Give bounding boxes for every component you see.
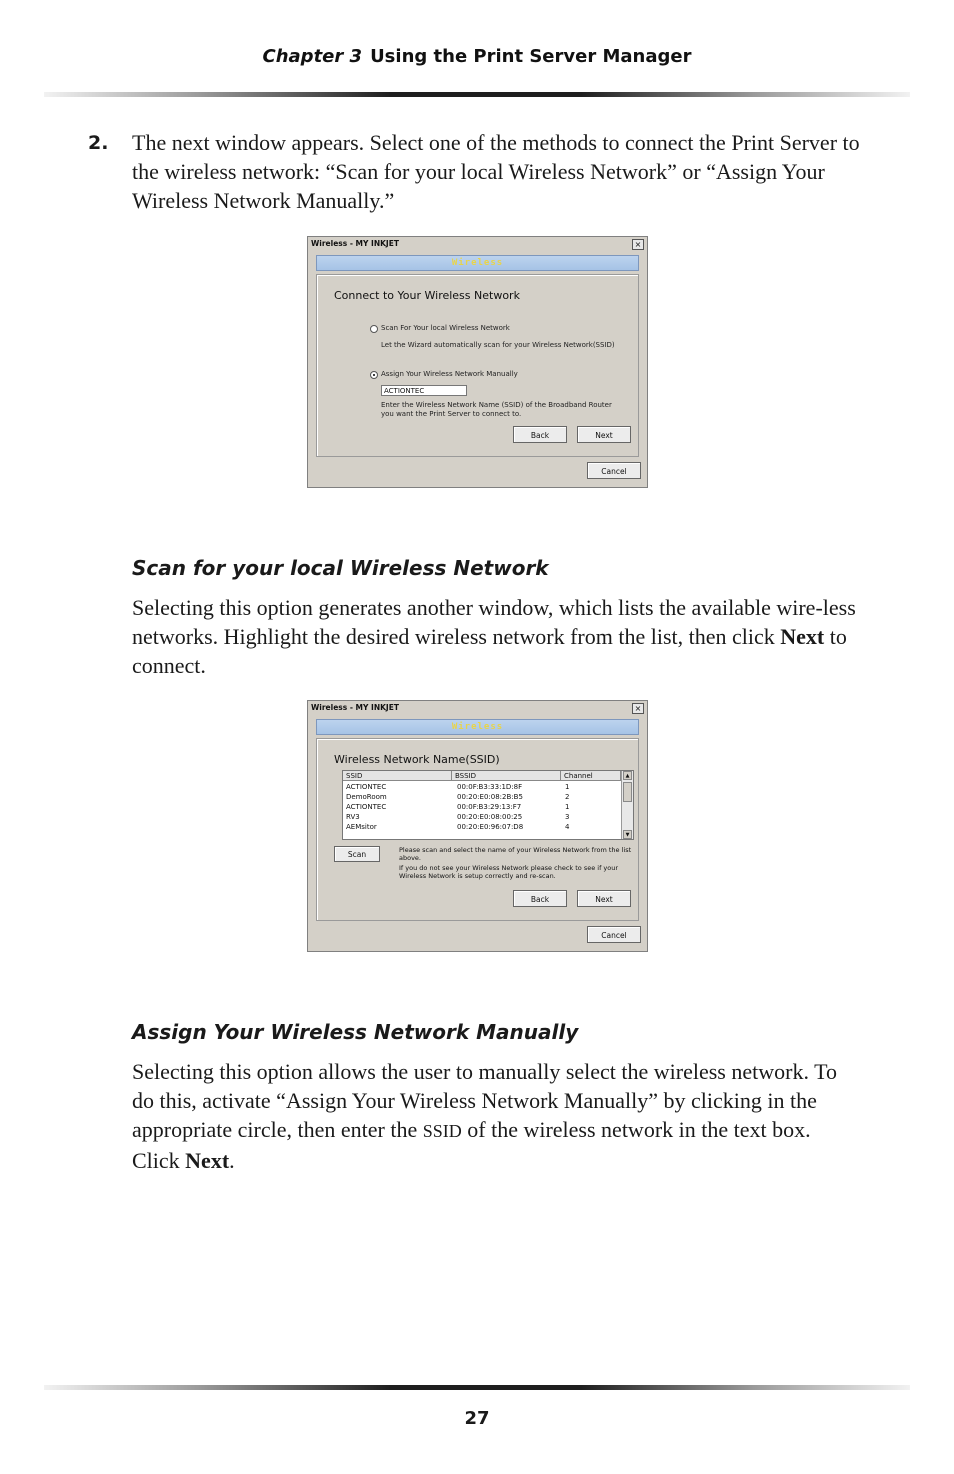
row-ssid[interactable]: ACTIONTEC [346,803,387,811]
ssid-word: SSID [422,1121,462,1141]
manual-text-end: . [229,1148,235,1173]
chapter-label: Chapter 3 [262,46,363,67]
scroll-thumb[interactable] [623,782,632,802]
dialog-titlebar: Wireless - MY INKJET [308,701,647,715]
scan-note-1: Please scan and select the name of your Wireless Network from the list above. [399,846,632,862]
scan-text-part-1: Selecting this option generates another window, which lists the available wire-less networks. Highlight the desired wireless network from the list, then click [132,595,856,649]
chapter-title: Using the Print Server Manager [370,46,692,67]
ssid-list-dialog-screenshot [307,700,648,952]
row-ssid[interactable]: RV3 [346,813,360,821]
manual-section-heading: Assign Your Wireless Network Manually [132,1020,579,1044]
row-bssid: 00:20:E0:96:07:D8 [457,823,524,831]
wireless-banner: Wireless [316,719,639,735]
row-channel: 2 [565,793,570,801]
cancel-button[interactable]: Cancel [587,926,641,943]
next-button[interactable]: Next [577,426,631,443]
row-bssid: 00:20:E0:08:2B:B5 [457,793,523,801]
close-icon[interactable]: × [632,703,644,714]
manual-text-part-1: Selecting this option allows the user to manually select the wireless network. To do this, activate “Assign Your Wireless Network Manually” by clicking in the appropriate circle, then enter the [132,1059,837,1142]
manual-text-part-2: of the wireless network in the text box. Click [132,1117,811,1173]
dialog-panel [316,738,639,921]
dialog-titlebar: Wireless - MY INKJET [308,237,647,251]
close-icon[interactable]: × [632,239,644,250]
column-header-bssid[interactable]: BSSID [452,771,561,781]
connect-dialog-screenshot [307,236,648,488]
step-text: The next window appears. Select one of the methods to connect the Print Server to the wireless network: “Scan for your local Wireless Network” or “Assign Your Wireless Network Manually.” [132,130,860,213]
scan-radio[interactable] [370,325,378,333]
chapter-header [0,46,954,67]
ssid-list[interactable] [342,770,634,840]
ssid-input[interactable]: ACTIONTEC [381,385,467,396]
row-bssid: 00:0F:B3:29:13:F7 [457,803,522,811]
manual-radio[interactable] [370,371,378,379]
list-scrollbar[interactable] [621,771,633,839]
scan-option-desc: Let the Wizard automatically scan for your Wireless Network(SSID) [381,341,615,349]
scan-section-heading: Scan for your local Wireless Network [132,556,549,580]
column-header-channel[interactable]: Channel [561,771,621,781]
manual-option-desc-1: Enter the Wireless Network Name (SSID) of the Broadband Router [381,401,612,409]
scan-note-2: If you do not see your Wireless Network please check to see if your Wireless Network is setup correctly and re-scan. [399,864,619,880]
dialog-panel [316,274,639,457]
manual-option-desc-2: you want the Print Server to connect to. [381,410,522,418]
scan-option-label: Scan For Your local Wireless Network [381,324,510,332]
back-button[interactable]: Back [513,426,567,443]
row-channel: 1 [565,783,570,791]
row-channel: 3 [565,813,570,821]
back-button[interactable]: Back [513,890,567,907]
row-ssid[interactable]: AEMsitor [346,823,377,831]
row-bssid: 00:20:E0:08:00:25 [457,813,523,821]
next-button[interactable]: Next [577,890,631,907]
row-channel: 4 [565,823,570,831]
header-rule [44,92,910,97]
row-bssid: 00:0F:B3:33:1D:8F [457,783,523,791]
scan-text-part-2: to connect. [132,624,847,678]
row-ssid[interactable]: DemoRoom [346,793,387,801]
wireless-banner: Wireless [316,255,639,271]
panel-heading: Wireless Network Name(SSID) [334,753,500,766]
next-bold: Next [780,624,825,649]
scroll-down-icon[interactable]: ▼ [623,830,632,839]
next-bold: Next [185,1148,230,1173]
scan-section-text [132,593,858,680]
manual-section-text [132,1057,858,1175]
column-header-ssid[interactable]: SSID [343,771,452,781]
page-number: 27 [464,1408,490,1429]
footer-rule [44,1385,910,1390]
cancel-button[interactable]: Cancel [587,462,641,479]
scroll-up-icon[interactable]: ▲ [623,771,632,780]
manual-option-label: Assign Your Wireless Network Manually [381,370,518,378]
scan-button[interactable]: Scan [334,846,380,862]
panel-heading: Connect to Your Wireless Network [334,289,520,302]
row-channel: 1 [565,803,570,811]
step-number: 2. [88,132,109,154]
row-ssid[interactable]: ACTIONTEC [346,783,387,791]
